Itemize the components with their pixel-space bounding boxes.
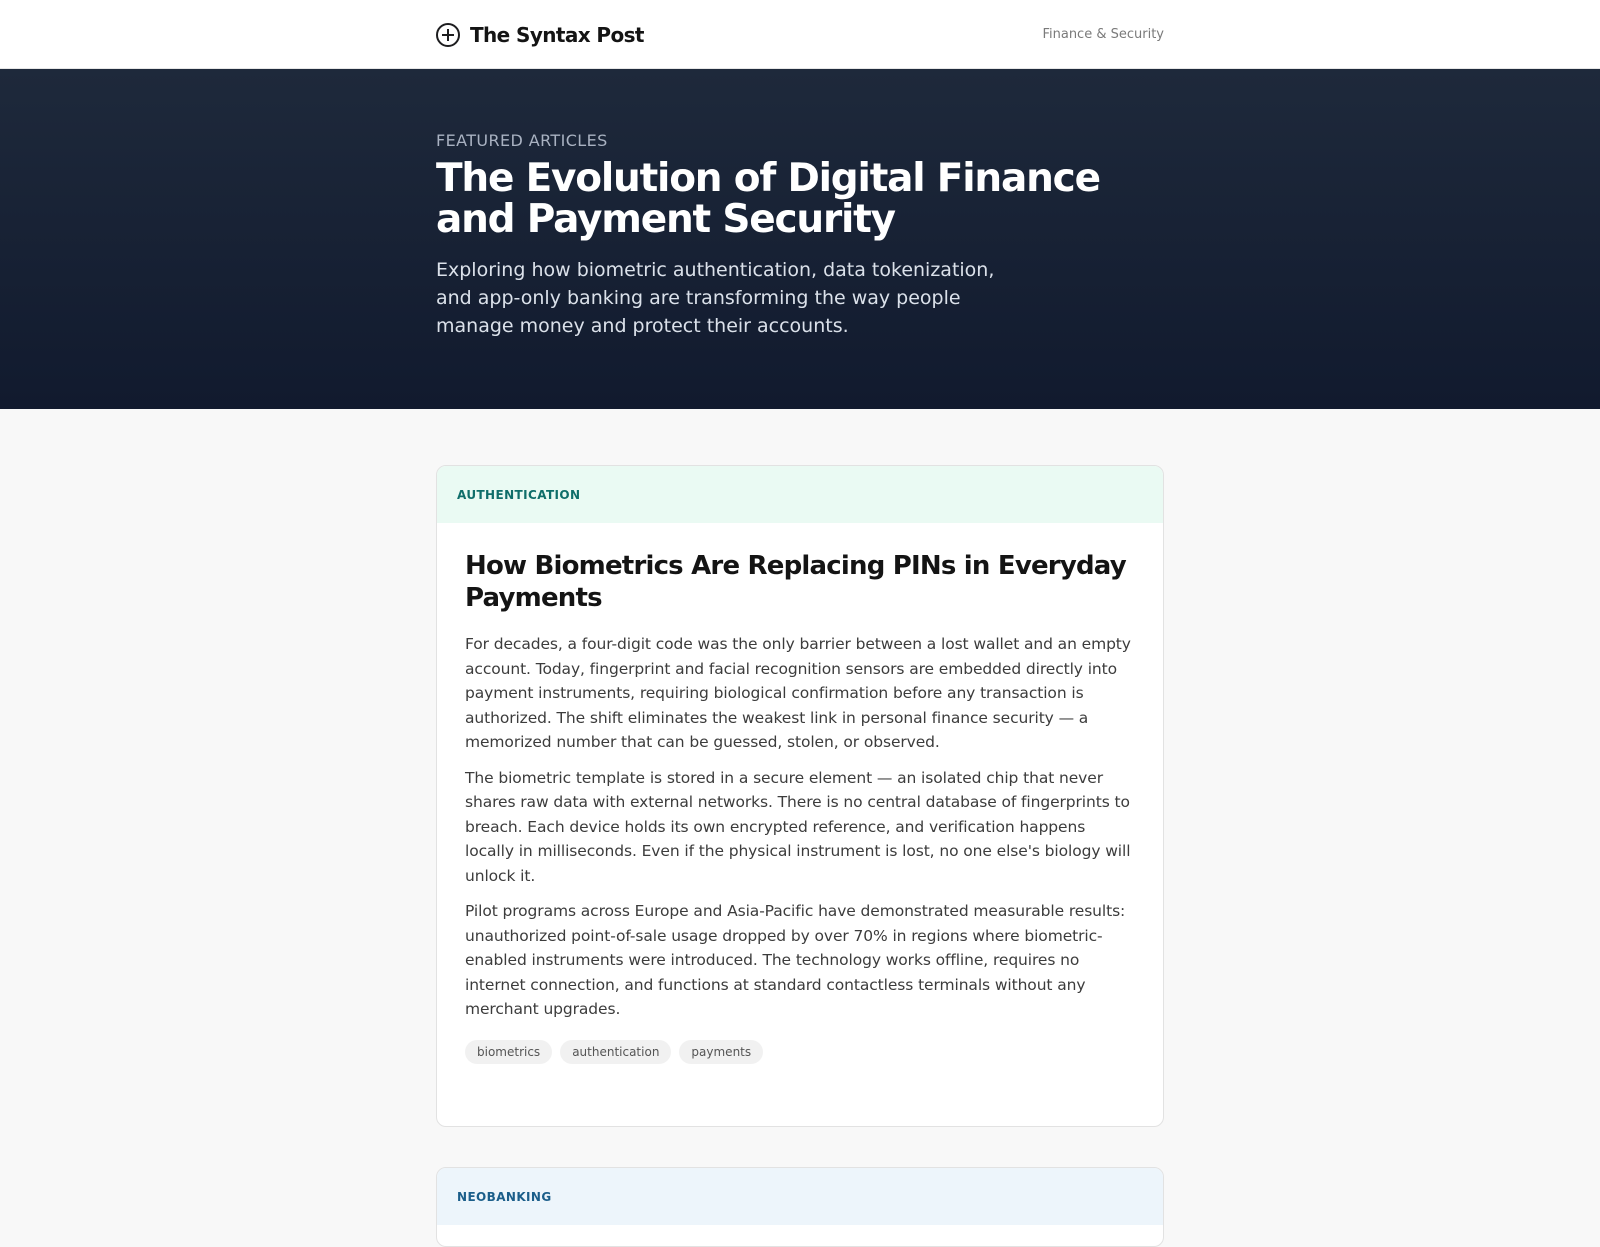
article-card-biometrics: [436, 465, 1164, 1127]
site-header: [0, 0, 1600, 69]
article-card-body: [437, 523, 1163, 1064]
article-title[interactable]: How Biometrics Are Replacing PINs in Everyday Payments: [465, 551, 1126, 613]
article-category[interactable]: NEOBANKING: [457, 1189, 552, 1204]
article-paragraph: The biometric template is stored in a secure element — an isolated chip that never shares raw data with external networks. There is no central database of fingerprints to breach. Each device holds its own encrypted reference, and verification happens locally in milliseconds. Even if the physical instrument is lost, no one else's biology will unlock it.: [465, 768, 1131, 885]
hero-content: [436, 131, 1164, 340]
article-card-header: [437, 1168, 1163, 1225]
article-paragraph: Pilot programs across Europe and Asia-Pacific have demonstrated measurable results: unauthorized point-of-sale usage dropped by over 70% in regions where biometric-enabled instruments were introduced. The technology works offline, requires no internet connection, and functions at standard contactless terminals without any merchant upgrades.: [465, 902, 1126, 1018]
circle-plus-icon: [436, 23, 460, 47]
brand-name: The Syntax Post: [470, 22, 644, 47]
tag-payments[interactable]: payments: [679, 1040, 763, 1064]
nav-link-finance-security[interactable]: Finance & Security: [1042, 27, 1164, 42]
article-card-header: [437, 466, 1163, 523]
tag-authentication[interactable]: authentication: [560, 1040, 671, 1064]
article-tags: [465, 1040, 1135, 1064]
hero-title: The Evolution of Digital Finance and Payment Security: [436, 156, 1100, 242]
hero-subtitle: Exploring how biometric authentication, data tokenization, and app-only banking are transforming the way people manage money and protect their accounts.: [436, 259, 995, 337]
hero-kicker: FEATURED ARTICLES: [436, 131, 608, 150]
article-paragraph: For decades, a four-digit code was the only barrier between a lost wallet and an empty account. Today, fingerprint and facial recognition sensors are embedded directly into payment instruments, requiring biological confirmation before any transaction is authorized. The shift eliminates the weakest link in personal finance security — a memorized number that can be guessed, stolen, or observed.: [465, 635, 1131, 751]
article-card-neobanking: [436, 1167, 1164, 1247]
article-category[interactable]: AUTHENTICATION: [457, 487, 581, 502]
brand-logo[interactable]: [436, 23, 644, 47]
site-header-inner: [436, 0, 1164, 69]
hero-section: [0, 69, 1600, 409]
tag-biometrics[interactable]: biometrics: [465, 1040, 552, 1064]
